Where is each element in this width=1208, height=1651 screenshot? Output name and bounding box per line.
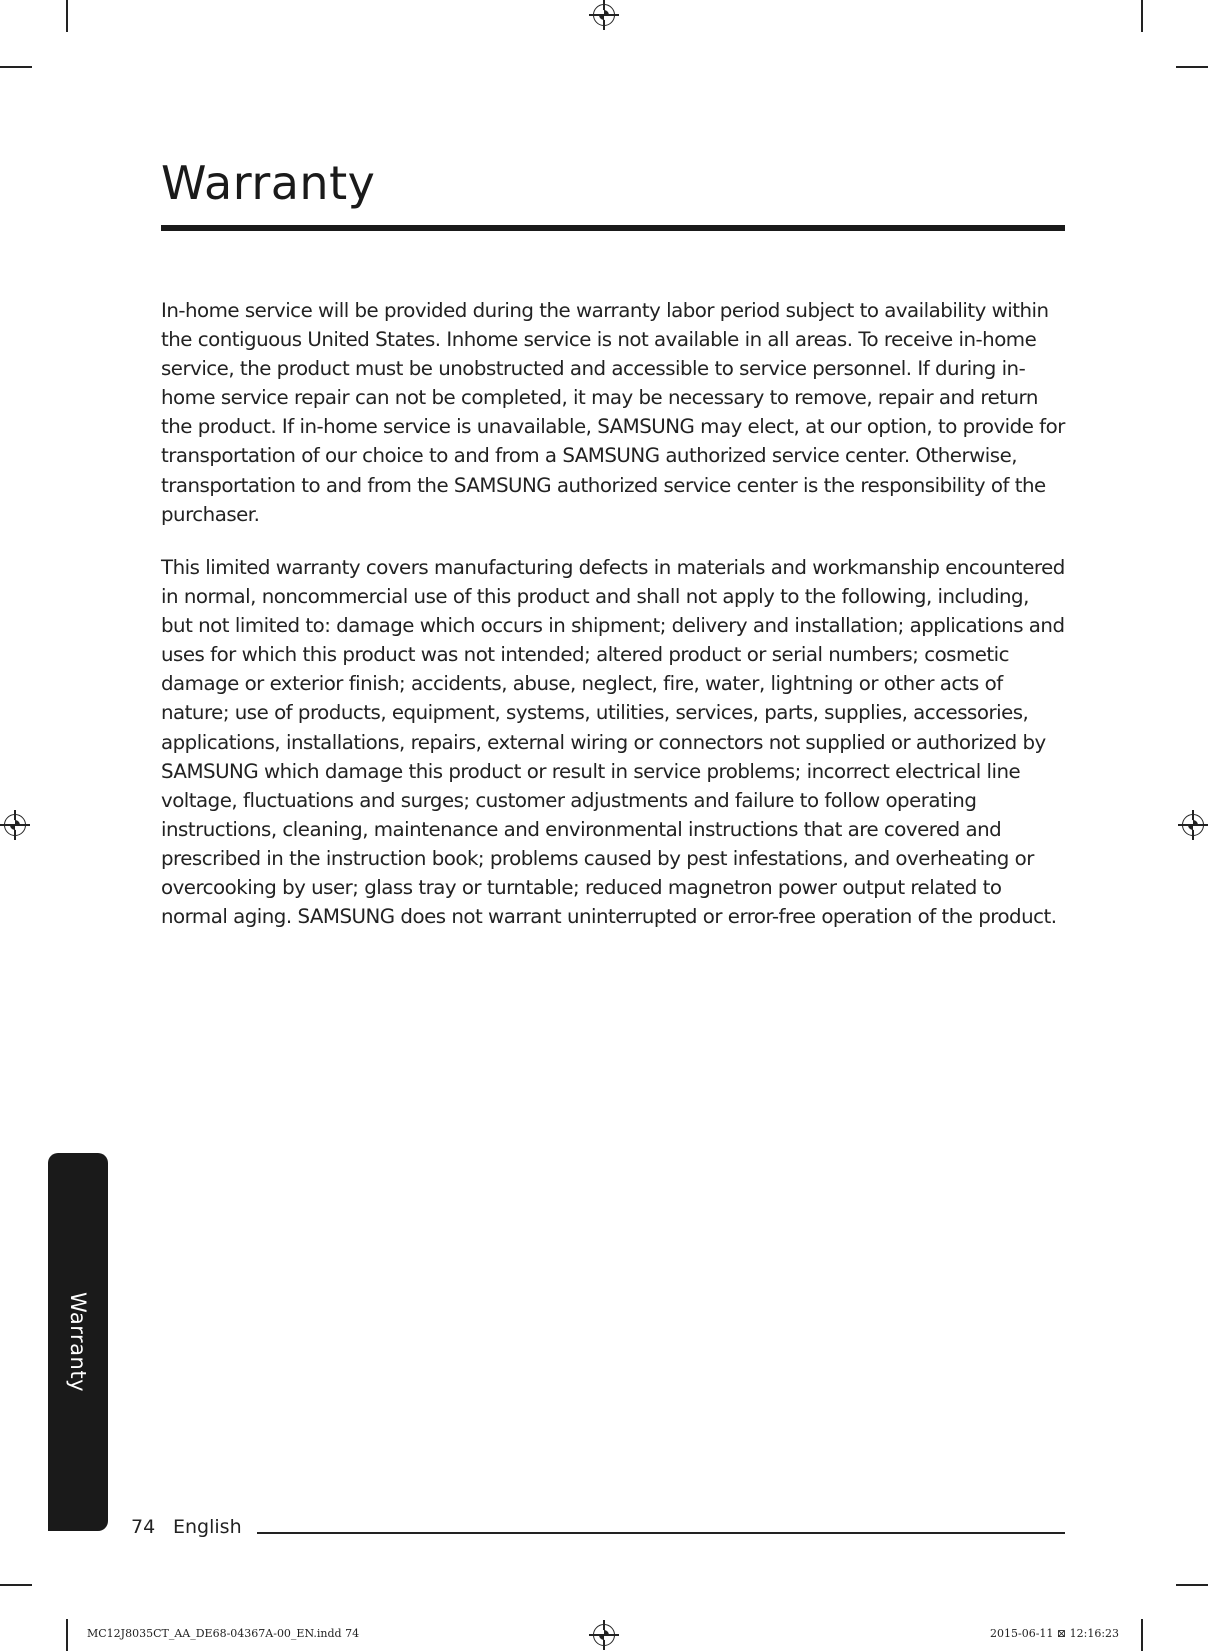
crop-mark — [1176, 1584, 1208, 1586]
print-slug-file: MC12J8035CT_AA_DE68-04367A-00_EN.indd 74 — [87, 1627, 360, 1640]
footer-divider — [257, 1532, 1065, 1534]
page-language: English — [173, 1516, 242, 1538]
title-divider — [161, 225, 1065, 231]
crop-mark — [0, 66, 32, 68]
registration-mark-icon — [593, 1624, 615, 1646]
section-side-tab — [48, 1153, 108, 1531]
page-number: 74 — [131, 1516, 156, 1538]
paragraph-limited-warranty-coverage: This limited warranty covers manufacturing defects in materials and workmanship encountered in normal, noncommercial use of this product and shall not apply to the following, including, but not limited to: damage which occurs in shipment; delivery and installation; applications and uses for which this product was not intended; altered product or serial numbers; cosmetic damage or exterior finish; accidents, abuse, neglect, fire, water, lightning or other acts of nature; use of products, equipment, systems, utilities, services, parts, supplies, accessories, applications, installations, repairs, external wiring or connectors not supplied or authorized by SAMSUNG which damage this product or result in service problems; incorrect electrical line voltage, fluctuations and surges; customer adjustments and failure to follow operating instructions, cleaning, maintenance and environmental instructions that are covered and prescribed in the instruction book; problems caused by pest infestations, and overheating or overcooking by user; glass tray or turntable; reduced magnetron power output related to normal aging. SAMSUNG does not warrant uninterrupted or error-free operation of the product. — [161, 556, 1065, 929]
registration-mark-icon — [593, 4, 615, 26]
registration-mark-icon — [4, 814, 26, 836]
crop-mark — [0, 1584, 32, 1586]
crop-mark — [66, 1619, 68, 1651]
registration-mark-icon — [1182, 814, 1204, 836]
print-slug-timestamp: 2015-06-11 ⊠ 12:16:23 — [990, 1627, 1120, 1640]
page-title: Warranty — [161, 156, 376, 210]
crop-mark — [1176, 66, 1208, 68]
crop-mark — [66, 0, 68, 32]
crop-mark — [1141, 1619, 1143, 1651]
crop-mark — [1141, 0, 1143, 32]
paragraph-in-home-service: In-home service will be provided during the warranty labor period subject to availability within the contiguous United States. Inhome service is not available in all areas. To receive in-home service, the product must be unobstructed and accessible to service personnel. If during in-home service repair can not be completed, it may be necessary to remove, repair and return the product. If in-home service is unavailable, SAMSUNG may elect, at our option, to provide for transportation of our choice to and from a SAMSUNG authorized service center. Otherwise, transportation to and from the SAMSUNG authorized service center is the responsibility of the purchaser. — [161, 299, 1065, 526]
side-tab-label: Warranty — [66, 1291, 90, 1393]
